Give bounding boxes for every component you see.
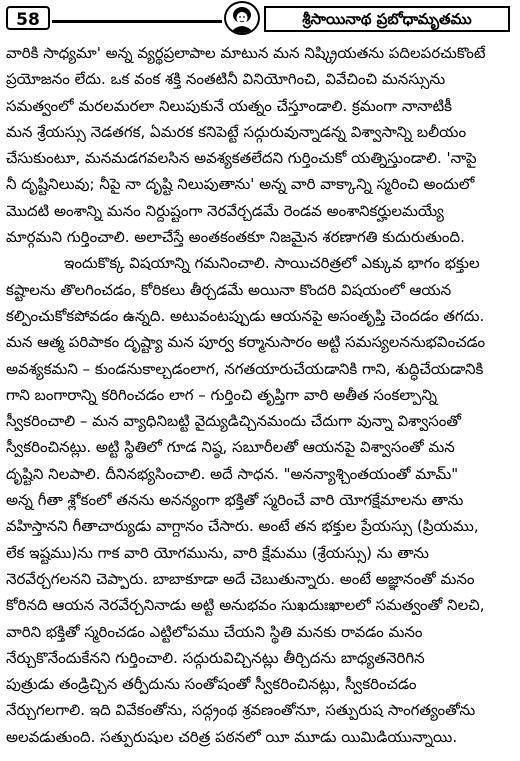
text-line: కల్పించుకోకపోవడం ఉన్నది. అటువంటప్పుడు ఆయనపై అసంతృప్తి చెందడం తగదు. bbox=[6, 306, 485, 325]
text-line: వారిని భక్తితో స్మరించడం ఎట్టిలోపము చేయని స్థితి మనకు రావడం మనం bbox=[6, 622, 423, 641]
text-line: స్వీకరించాలి – మన వ్యాధినిబట్టి వైద్యుడిచ్చినమందు చేదుగా వున్నా విశ్వాసంతో bbox=[6, 412, 462, 431]
header-rule bbox=[52, 20, 222, 23]
text-line: నేర్చుకొనేందుకేనని గుర్తించాలి. సద్గురువిచ్చినట్లు తీర్చిదను బాధ్యతనెరిగిన bbox=[6, 648, 425, 667]
text-line: మన ఆత్మ పరిపాకం దృష్ట్యా మన పూర్వ కర్మానుసారం అట్టి సమస్యలననుభవించడం bbox=[6, 333, 486, 352]
text-line: వహిస్తానని గీతాచార్యుడు వాగ్దానం చేసారు. అంటే తన భక్తుల ప్రేయస్సు (ప్రియము, bbox=[6, 517, 479, 536]
page-body bbox=[6, 40, 514, 750]
text-line: చేసుకుంటూ, మనమడగవలసిన అవశ్యకతలేదని గుర్తించుకో యత్నిస్తుండాలి. 'నాపై bbox=[6, 149, 477, 168]
text-line: దృష్టిని నిలపాలి. దీనినభ్యసించాలి. అదే సాధన. "అనన్యాశ్చింతయంతో మామ్" bbox=[6, 464, 459, 483]
text-line: అవశ్యకమని – కుండనుకాల్చడంలాగ, నగతయారుచేయడానికి గాని, శుద్ధిచేయడానికి bbox=[6, 359, 484, 378]
book-title: శ్రీసాయినాథ ప్రబోధామృతము bbox=[264, 6, 510, 32]
sai-baba-portrait-icon bbox=[224, 1, 260, 35]
text-line: లేక ఇష్టము)ను గాక వారి యోగమును, వారి క్షేమము (శ్రేయస్సు) ను తాను bbox=[6, 543, 429, 562]
text-line: గాని బంగారాన్ని కరిగించడం లాగ – గుర్తించి తృప్తిగా వారి అతీత సంకల్పాన్ని bbox=[6, 385, 438, 404]
paragraph-first-line: ఇందుకొక్క విషయాన్ని గమనించాలి. సాయిచరిత్రలో ఎక్కువ భాగం భక్తుల bbox=[64, 254, 480, 273]
text-line: వారికి సాధ్యమా' అన్న వ్యర్థప్రలాపాల మాటున మన నిష్క్రియతను పదిలపరచుకొంటే bbox=[6, 44, 486, 62]
text-line: సమత్వంలో మరలమరలా నిలుపుకునే యత్నం చేస్తూండాలి. క్రమంగా నానాటికీ bbox=[6, 96, 452, 115]
text-line: స్వీకరించినట్లు. అట్టి స్థితిలో గూడ నిష్ఠ, సబూరీలతో ఆయనపై విశ్వాసంతో మన bbox=[6, 438, 455, 457]
page-header bbox=[0, 0, 520, 36]
text-line: పుత్రుడు తండ్రిచ్చిన తర్పీదును సంతోషంతో స్వీకరించినట్లు, స్వీకరించడం bbox=[6, 675, 417, 694]
text-line: నేర్చుగలగాలి. ఇది వివేకంతోను, సద్గ్రంథ శ్రవణంతోనూ, సత్పురుష సాంగత్యంతోను bbox=[6, 701, 476, 720]
text-line: కోరినది ఆయన నెరవేర్చనినాడు అట్టి అనుభవం సుఖదుఃఖాలలో సమత్వంతో నిలచి, bbox=[6, 596, 485, 615]
page-number: 58 bbox=[6, 6, 50, 30]
text-line: కష్టాలను తొలగించడం, కోరికలు తీర్చడమే అయినా కొందరి విషయంలో ఆయన bbox=[6, 280, 452, 299]
text-line: అన్న గీతా శ్లోకంలో తనను అనన్యంగా భక్తితో స్మరించే వారి యోగక్షేమాలను తాను bbox=[6, 491, 464, 510]
sai-baba-portrait-drawing bbox=[226, 3, 258, 33]
text-line: ప్రయోజనం లేదు. ఒక వంక శక్తి నంతటినీ వినియోగించి, వివేచించి మనస్సును bbox=[6, 70, 446, 89]
text-line: మార్గమని గుర్తించాలి. అలాచేస్తే అంతకంతకూ నిజమైన శరణాగతి కుదురుతుంది. bbox=[6, 228, 465, 247]
text-line: అలవడుతుంది. సత్పురుషుల చరిత్ర పఠనలో యీ మూడు యిమిడియున్నాయి. bbox=[6, 727, 458, 746]
text-line: మన శ్రేయస్సు నెడతగక, ఏమరక కనిపెట్టే సద్గురువున్నాడన్న విశ్వాసాన్ని బలీయం bbox=[6, 122, 467, 141]
text-line: నీ దృష్టినిలువు; నీపై నా దృష్టి నిలుపుతాను' అన్న వారి వాక్కాన్ని స్మరించి అందులో bbox=[6, 175, 475, 194]
text-line: మొదటి అంశాన్ని మనం నిర్దుష్టంగా నెరవేర్చడమే రెండవ అంశానికర్హులమయ్యే bbox=[6, 201, 444, 220]
text-line: నెరవేర్చగలనని చెప్పారు. బాబాకూడా అదే చెబుతున్నారు. అంటే అజ్ఞానంతో మనం bbox=[6, 569, 475, 588]
